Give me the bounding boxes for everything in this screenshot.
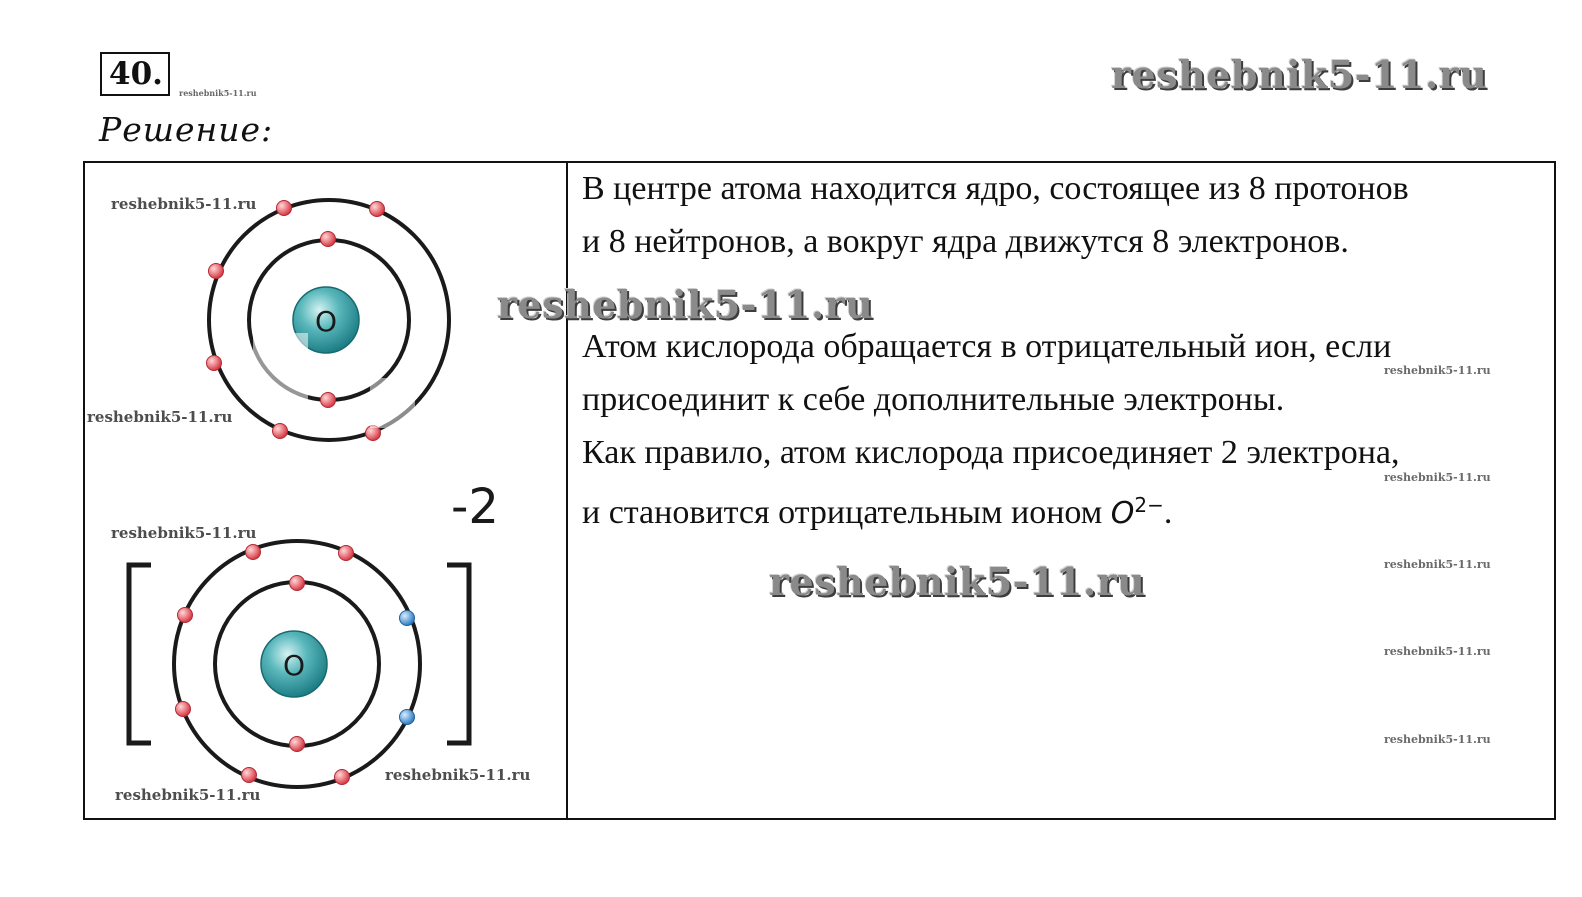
formula-base: O [1110,496,1135,531]
formula-charge: 2− [1134,493,1164,517]
electron [207,356,222,371]
right-bracket [447,565,469,743]
watermark-small: reshebnik5-11.ru [87,408,233,426]
watermark-side: reshebnik5-11.ru [1384,645,1491,658]
electron [370,202,385,217]
watermark-side: reshebnik5-11.ru [1384,558,1491,571]
watermark-tiny: reshebnik5-11.ru [179,88,257,98]
text-line: и 8 нейтронов, а вокруг ядра движутся 8 электронов. [582,223,1349,260]
watermark-small: reshebnik5-11.ru [111,195,257,213]
electron [335,770,350,785]
text-line: присоединит к себе дополнительные электроны. [582,381,1285,418]
nucleus-label: O [282,649,306,682]
watermark-side: reshebnik5-11.ru [1384,364,1491,377]
atom-diagram-svg [85,163,565,818]
watermark-side: reshebnik5-11.ru [1384,733,1491,746]
text-line-end: . [1163,494,1173,531]
electron [209,264,224,279]
electron [339,546,354,561]
text-line: Как правило, атом кислорода присоединяет 2 электрона, [582,434,1400,471]
text-line: и становится отрицательным ионом [582,494,1111,531]
electron [246,545,261,560]
electron [290,737,305,752]
watermark-side: reshebnik5-11.ru [1384,471,1491,484]
text-line: Атом кислорода обращается в отрицательный ион, если [582,328,1392,365]
electron [178,608,193,623]
atom-diagrams [85,163,565,818]
solution-label: Решение: [99,110,274,149]
oxygen-atom [207,200,450,441]
electron [321,232,336,247]
electron [277,201,292,216]
watermark-lower: reshebnik5-11.ru [769,559,1146,604]
electron [176,702,191,717]
electron [321,393,336,408]
watermark-small: reshebnik5-11.ru [115,786,261,804]
left-bracket [129,565,151,743]
watermark-small: reshebnik5-11.ru [111,524,257,542]
table-divider [566,161,568,820]
watermark-header: reshebnik5-11.ru [1111,52,1488,97]
text-line-with-formula [582,479,1542,540]
watermark-center: reshebnik5-11.ru [497,282,874,327]
extra-electron [400,710,415,725]
ion-formula [1110,493,1164,531]
ion-charge: -2 [451,479,499,535]
extra-electron [400,611,415,626]
nucleus-label: O [314,305,338,338]
oxygen-ion [129,541,469,787]
electron [242,768,257,783]
task-number: 40. [100,52,170,96]
electron [290,576,305,591]
electron [273,424,288,439]
text-line: В центре атома находится ядро, состоящее из 8 протонов [582,170,1409,207]
watermark-small: reshebnik5-11.ru [385,766,531,784]
